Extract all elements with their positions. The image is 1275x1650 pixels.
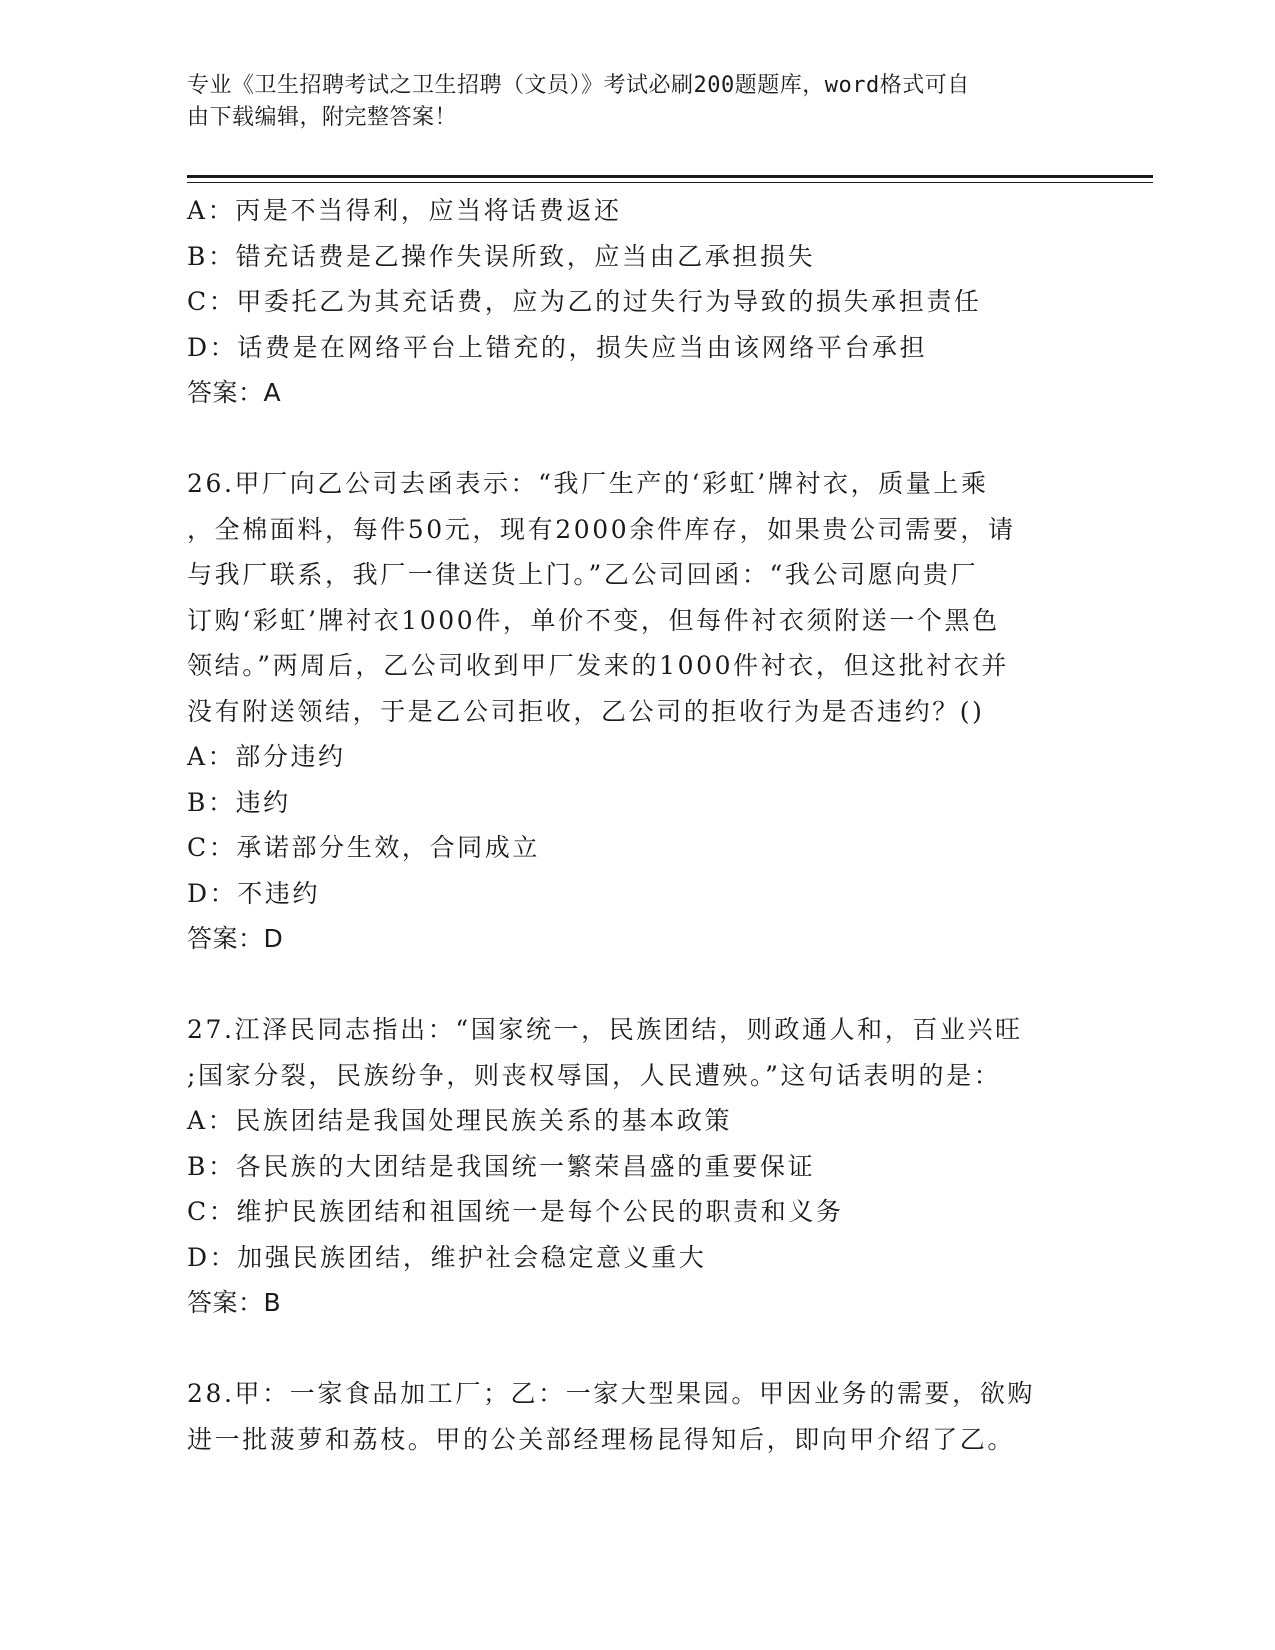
question-stem-line: 没有附送领结，于是乙公司拒收，乙公司的拒收行为是否违约？() (187, 696, 985, 726)
header-divider-thin (187, 182, 1153, 183)
header-line-2: 由下载编辑，附完整答案！ (187, 105, 458, 130)
answer-line: 答案：A (187, 378, 282, 407)
question-26-block (187, 461, 1067, 962)
option-b: B：违约 (187, 787, 291, 817)
option-a: A：民族团结是我国处理民族关系的基本政策 (187, 1106, 733, 1135)
option-b: B：错充话费是乙操作失误所致，应当由乙承担损失 (187, 241, 816, 271)
question-25-block (187, 188, 1067, 416)
question-stem-line: 订购‘彩虹’牌衬衣1000件，单价不变，但每件衬衣须附送一个黑色 (187, 605, 1000, 635)
question-stem-line: 27.江泽民同志指出：“国家统一，民族团结，则政通人和，百业兴旺 (187, 1015, 1023, 1044)
question-stem-line: ，全棉面料，每件50元，现有2000余件库存，如果贵公司需要，请 (187, 514, 1016, 544)
question-stem-line: ;国家分裂，民族纷争，则丧权辱国，人民遭殃。”这句话表明的是： (187, 1060, 1002, 1090)
document-header (187, 70, 1067, 134)
option-d: D：话费是在网络平台上错充的，损失应当由该网络平台承担 (187, 332, 928, 362)
question-stem-line: 进一批菠萝和荔枝。甲的公关部经理杨昆得知后，即向甲介绍了乙。 (187, 1424, 1016, 1454)
option-d: D：不违约 (187, 878, 321, 908)
option-c: C：甲委托乙为其充话费，应为乙的过失行为导致的损失承担责任 (187, 287, 982, 316)
option-d: D：加强民族团结，维护社会稳定意义重大 (187, 1242, 707, 1272)
question-28-block (187, 1371, 1067, 1462)
option-b: B：各民族的大团结是我国统一繁荣昌盛的重要保证 (187, 1151, 816, 1181)
option-a: A：部分违约 (187, 742, 346, 771)
spacer (187, 416, 1067, 462)
question-stem-line: 领结。”两周后，乙公司收到甲厂发来的1000件衬衣，但这批衬衣并 (187, 651, 1010, 680)
spacer (187, 962, 1067, 1008)
question-stem-line: 26.甲厂向乙公司去函表示：“我厂生产的‘彩虹’牌衬衣，质量上乘 (187, 469, 989, 498)
answer-line: 答案：D (187, 924, 284, 953)
option-c: C：维护民族团结和祖国统一是每个公民的职责和义务 (187, 1197, 844, 1226)
header-line-1: 专业《卫生招聘考试之卫生招聘（文员）》考试必刷200题题库，word格式可自 (187, 73, 970, 98)
option-a: A：丙是不当得利，应当将话费返还 (187, 196, 622, 225)
question-27-block (187, 1007, 1067, 1326)
question-stem-line: 28.甲：一家食品加工厂；乙：一家大型果园。甲因业务的需要，欲购 (187, 1379, 1035, 1408)
question-content (187, 188, 1067, 1462)
answer-line: 答案：B (187, 1288, 282, 1317)
header-divider-thick (187, 175, 1153, 178)
spacer (187, 1326, 1067, 1372)
question-stem-line: 与我厂联系，我厂一律送货上门。”乙公司回函：“我公司愿向贵厂 (187, 560, 979, 589)
option-c: C：承诺部分生效，合同成立 (187, 833, 540, 862)
